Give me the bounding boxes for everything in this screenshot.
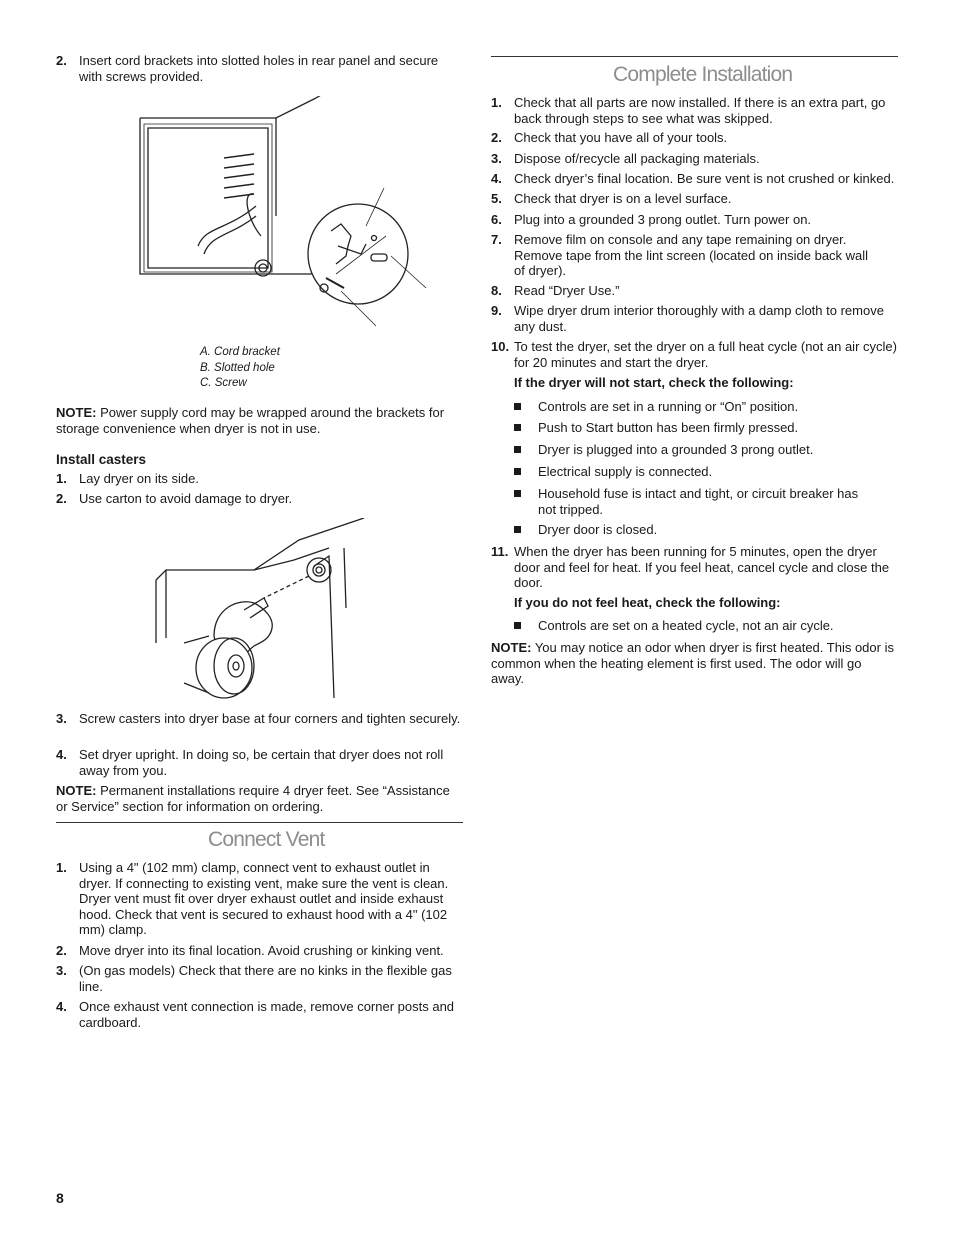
complete-step-8	[491, 283, 898, 299]
bullet-text: Controls are set on a heated cycle, not an air cycle.	[538, 618, 834, 633]
will-not-start-bullet	[514, 522, 898, 538]
step-number: 4.	[491, 171, 502, 186]
step-number: 1.	[56, 471, 67, 486]
complete-step-2	[491, 130, 898, 146]
casters-step-4	[56, 747, 463, 778]
step-number: 8.	[491, 283, 502, 298]
step-number: 7.	[491, 232, 502, 247]
step-text: Screw casters into dryer base at four corners and tighten securely.	[79, 711, 461, 726]
step-text: Check that dryer is on a level surface.	[514, 191, 732, 206]
note-label: NOTE:	[491, 640, 532, 655]
step-number: 3.	[491, 151, 502, 166]
note-text: You may notice an odor when dryer is first heated. This odor is common when the heating element is first used. The odor will go away.	[491, 640, 894, 686]
bullet-text: Controls are set in a running or “On” position.	[538, 399, 799, 414]
step-text: Insert cord brackets into slotted holes in rear panel and secure with screws provided.	[79, 53, 439, 84]
step-number: 11.	[491, 544, 509, 559]
step-number: 1.	[56, 860, 67, 875]
step-text: Check that you have all of your tools.	[514, 130, 728, 145]
step-text: When the dryer has been running for 5 minutes, open the dryer door and feel for heat. If you feel heat, cancel cycle and close the door.	[514, 544, 890, 590]
step-number: 3.	[56, 963, 67, 978]
step-text: Plug into a grounded 3 prong outlet. Turn power on.	[514, 212, 812, 227]
step-text: (On gas models) Check that there are no kinks in the flexible gas line.	[79, 963, 452, 994]
dryer-feet-note	[56, 783, 463, 814]
figure-caption-c: C. Screw	[200, 377, 247, 389]
bullet-square-icon	[514, 622, 521, 629]
step-number: 2.	[56, 53, 67, 68]
step-number: 3.	[56, 711, 67, 726]
step-text: Wipe dryer drum interior thoroughly with a damp cloth to remove any dust.	[514, 303, 884, 334]
step-text: Lay dryer on its side.	[79, 471, 199, 486]
complete-installation-title: Complete Installation	[613, 63, 793, 86]
note-text: Permanent installations require 4 dryer feet. See “Assistance or Service” section for information on ordering.	[56, 783, 450, 814]
will-not-start-bullet	[514, 399, 898, 415]
cord-bracket-step	[56, 53, 463, 84]
step-text: Check dryer’s final location. Be sure vent is not crushed or kinked.	[514, 171, 895, 186]
will-not-start-bullet	[514, 486, 898, 517]
step-number: 6.	[491, 212, 502, 227]
casters-step-3	[56, 711, 463, 727]
complete-step-5	[491, 191, 898, 207]
connect-vent-title: Connect Vent	[208, 828, 325, 851]
step-number: 10.	[491, 339, 510, 354]
step-text: Using a 4" (102 mm) clamp, connect vent to exhaust outlet in dryer. If connecting to existing vent, make sure the vent is clean. Dryer vent must fit over dryer exhaust outlet and inside exhaust hood. Check that vent is secured to exhaust hood with a 4" (102 mm) clamp.	[79, 860, 449, 937]
complete-step-10	[491, 339, 898, 370]
no-heat-bullet	[514, 618, 898, 634]
bullet-square-icon	[514, 468, 521, 475]
caster-illustration	[154, 518, 384, 703]
complete-step-11	[491, 544, 898, 591]
cord-bracket-illustration	[136, 96, 456, 336]
step-number: 4.	[56, 747, 67, 762]
note-text: Power supply cord may be wrapped around the brackets for storage convenience when dryer is not in use.	[56, 405, 445, 436]
complete-step-9	[491, 303, 898, 334]
will-not-start-heading: If the dryer will not start, check the following:	[514, 375, 794, 390]
bullet-text: Push to Start button has been firmly pressed.	[538, 420, 799, 435]
bullet-text: Dryer door is closed.	[538, 522, 658, 537]
bullet-text: Dryer is plugged into a grounded 3 prong outlet.	[538, 442, 814, 457]
complete-step-3	[491, 151, 898, 167]
odor-note	[491, 640, 898, 687]
step-number: 2.	[491, 130, 502, 145]
will-not-start-bullet	[514, 420, 898, 436]
vent-step-4	[56, 999, 463, 1030]
step-text: Set dryer upright. In doing so, be certain that dryer does not roll away from you.	[79, 747, 444, 778]
complete-step-4	[491, 171, 898, 187]
step-text: Use carton to avoid damage to dryer.	[79, 491, 293, 506]
bullet-text: Household fuse is intact and tight, or circuit breaker has not tripped.	[538, 486, 859, 517]
step-text: Once exhaust vent connection is made, remove corner posts and cardboard.	[79, 999, 455, 1030]
step-text: Move dryer into its final location. Avoid crushing or kinking vent.	[79, 943, 444, 958]
casters-step-2	[56, 491, 463, 507]
bullet-square-icon	[514, 490, 521, 497]
vent-step-2	[56, 943, 463, 959]
figure-caption-b: B. Slotted hole	[200, 362, 275, 374]
complete-step-1	[491, 95, 898, 126]
step-number: 5.	[491, 191, 502, 206]
power-cord-note	[56, 405, 463, 436]
step-text: Dispose of/recycle all packaging materials.	[514, 151, 760, 166]
install-casters-heading: Install casters	[56, 452, 147, 467]
page-number: 8	[56, 1190, 64, 1206]
vent-step-1	[56, 860, 463, 938]
bullet-square-icon	[514, 403, 521, 410]
step-number: 1.	[491, 95, 502, 110]
step-number: 9.	[491, 303, 502, 318]
complete-installation-divider	[491, 56, 898, 57]
will-not-start-bullet	[514, 442, 898, 458]
casters-step-1	[56, 471, 463, 487]
bullet-square-icon	[514, 526, 521, 533]
bullet-text: Electrical supply is connected.	[538, 464, 713, 479]
complete-step-6	[491, 212, 898, 228]
step-text: Read “Dryer Use.”	[514, 283, 620, 298]
vent-step-3	[56, 963, 463, 994]
figure-caption-a: A. Cord bracket	[200, 346, 280, 358]
step-text: Remove film on console and any tape remaining on dryer. Remove tape from the lint screen (located on inside back wall of dryer).	[514, 232, 869, 278]
note-label: NOTE:	[56, 783, 97, 798]
complete-step-7	[491, 232, 898, 279]
step-number: 4.	[56, 999, 67, 1014]
no-heat-heading: If you do not feel heat, check the following:	[514, 595, 781, 610]
connect-vent-divider	[56, 822, 463, 823]
step-text: Check that all parts are now installed. If there is an extra part, go back through steps to see what was skipped.	[514, 95, 886, 126]
step-number: 2.	[56, 943, 67, 958]
will-not-start-bullet	[514, 464, 898, 480]
step-number: 2.	[56, 491, 67, 506]
bullet-square-icon	[514, 424, 521, 431]
bullet-square-icon	[514, 446, 521, 453]
step-text: To test the dryer, set the dryer on a full heat cycle (not an air cycle) for 20 minutes and start the dryer.	[514, 339, 897, 370]
note-label: NOTE:	[56, 405, 97, 420]
